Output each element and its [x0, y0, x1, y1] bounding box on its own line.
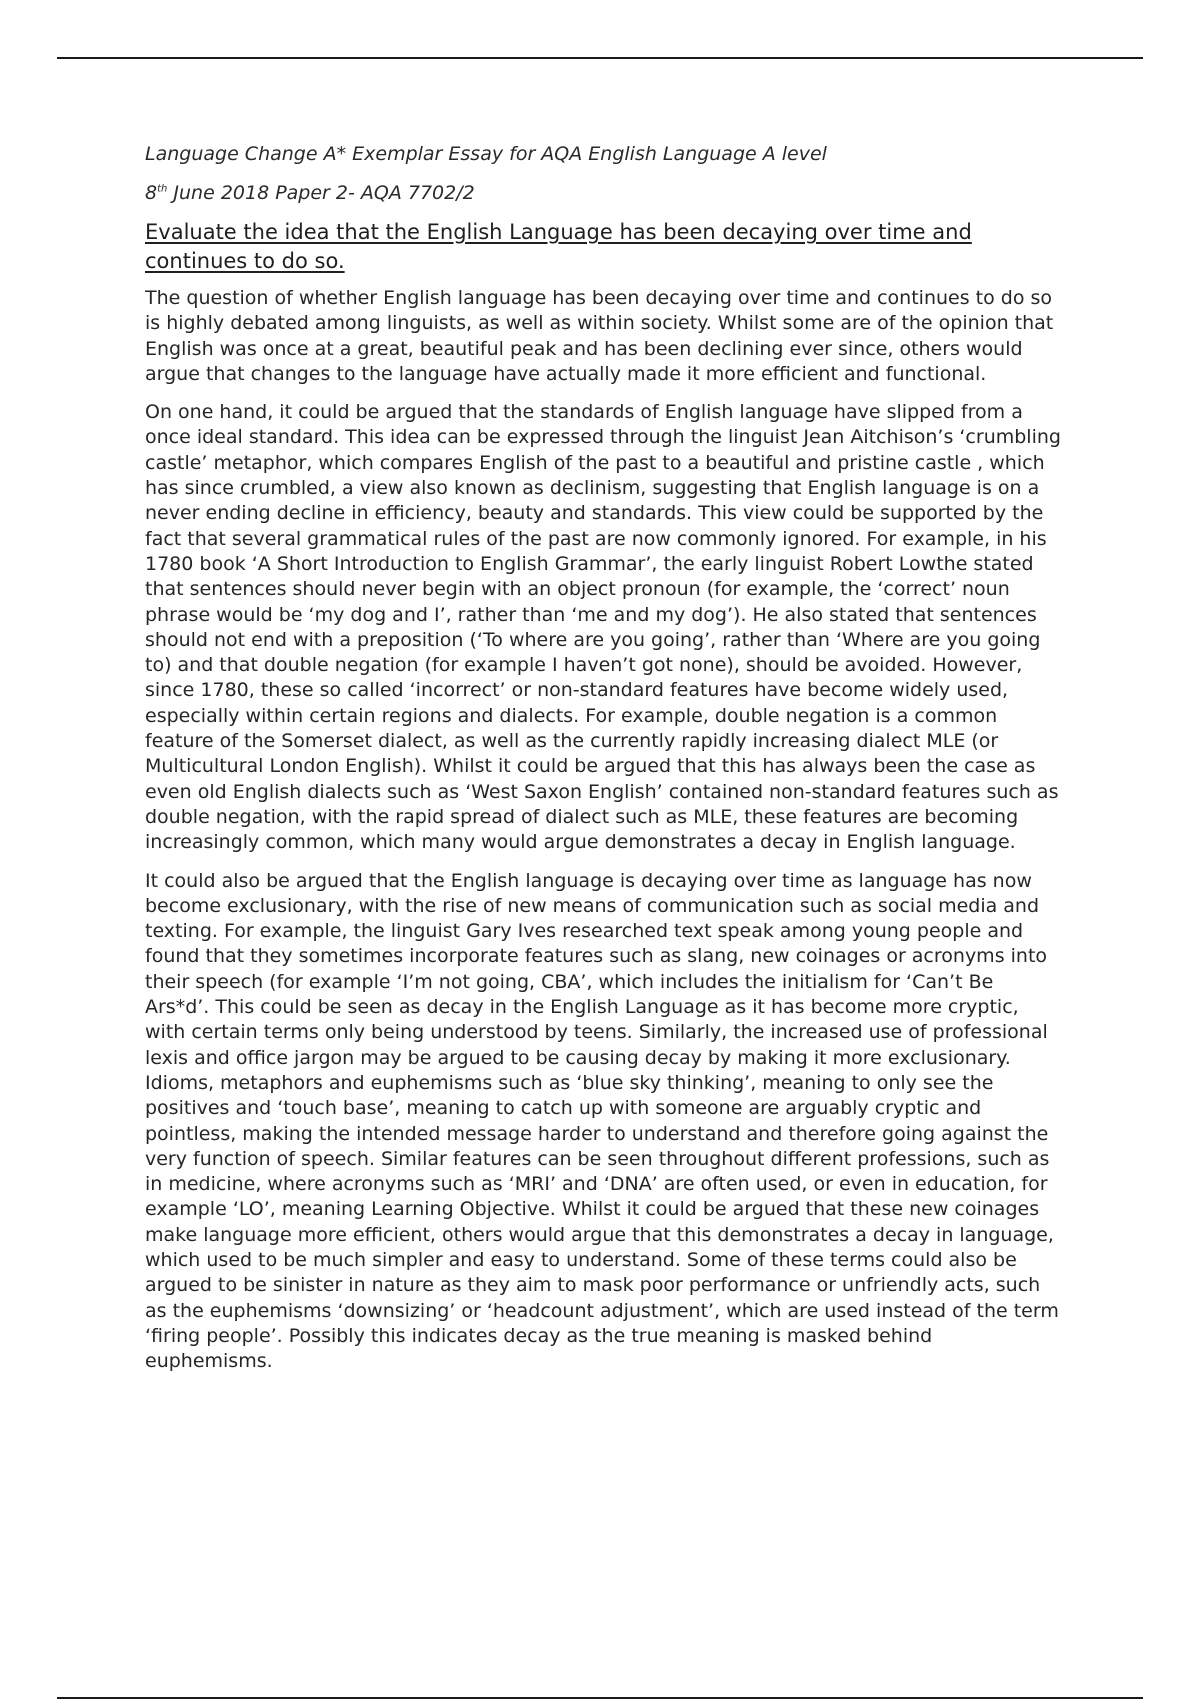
date-suffix: th [157, 183, 168, 195]
top-rule [57, 57, 1143, 59]
essay-page [145, 142, 1063, 1387]
essay-question: Evaluate the idea that the English Language has been decaying over time and continues to do so. [145, 220, 972, 273]
date-day: 8 [145, 182, 158, 204]
paragraph-exclusionary: It could also be argued that the English language is decaying over time as language has now become exclusionary, with the rise of new means of communication such as social media and texting. For example, the linguist Gary Ives researched text speak among young people and found that they sometimes incorporate features such as slang, new coinages or acronyms into their speech (for example ‘I’m not going, CBA’, which includes the initialism for ‘Can’t Be Ars*d’. This could be seen as decay in the English Language as it has become more cryptic, with certain terms only being understood by teens. Similarly, the increased use of professional lexis and office jargon may be argued to be causing decay by making it more exclusionary. Idioms, metaphors and euphemisms such as ‘blue sky thinking’, meaning to only see the positives and ‘touch base’, meaning to catch up with someone are arguably cryptic and pointless, making the intended message harder to understand and therefore going against the very function of speech. Similar features can be seen throughout different professions, such as in medicine, where acronyms such as ‘MRI’ and ‘DNA’ are often used, or even in education, for example ‘LO’, meaning Learning Objective. Whilst it could be argued that these new coinages make language more efficient, others would argue that this demonstrates a decay in language, which used to be much simpler and easy to understand. Some of these terms could also be argued to be sinister in nature as they aim to mask poor performance or unfriendly acts, such as the euphemisms ‘downsizing’ or ‘headcount adjustment’, which are used instead of the term ‘firing people’. Possibly this indicates decay as the true meaning is masked behind euphemisms. [145, 869, 1059, 1373]
bottom-rule [57, 1697, 1143, 1699]
paper-date-line [145, 181, 1063, 206]
paragraph-intro: The question of whether English language has been decaying over time and continues to do so is highly debated among linguists, as well as within society. Whilst some are of the opinion that English was once at a great, beautiful peak and has been declining ever since, others would argue that changes to the language have actually made it more efficient and functional. [145, 287, 1054, 385]
date-rest: June 2018 Paper 2- AQA 7702/2 [167, 182, 475, 204]
document-subtitle: Language Change A* Exemplar Essay for AQA English Language A level [145, 143, 827, 165]
paragraph-declinism: On one hand, it could be argued that the standards of English language have slipped from a once ideal standard. This idea can be expressed through the linguist Jean Aitchison’s ‘crumbling castle’ metaphor, which compares English of the past to a beautiful and pristine castle , which has since crumbled, a view also known as declinism, suggesting that English language is on a never ending decline in efficiency, beauty and standards. This view could be supported by the fact that several grammatical rules of the past are now commonly ignored. For example, in his 1780 book ‘A Short Introduction to English Grammar’, the early linguist Robert Lowthe stated that sentences should never begin with an object pronoun (for example, the ‘correct’ noun phrase would be ‘my dog and I’, rather than ‘me and my dog’). He also stated that sentences should not end with a preposition (‘To where are you going’, rather than ‘Where are you going to) and that double negation (for example I haven’t got none), should be avoided. However, since 1780, these so called ‘incorrect’ or non-standard features have become widely used, especially within certain regions and dialects. For example, double negation is a common feature of the Somerset dialect, as well as the currently rapidly increasing dialect MLE (or Multicultural London English). Whilst it could be argued that this has always been the case as even old English dialects such as ‘West Saxon English’ contained non-standard features such as double negation, with the rapid spread of dialect such as MLE, these features are becoming increasingly common, which many would argue demonstrates a decay in English language. [145, 401, 1061, 854]
